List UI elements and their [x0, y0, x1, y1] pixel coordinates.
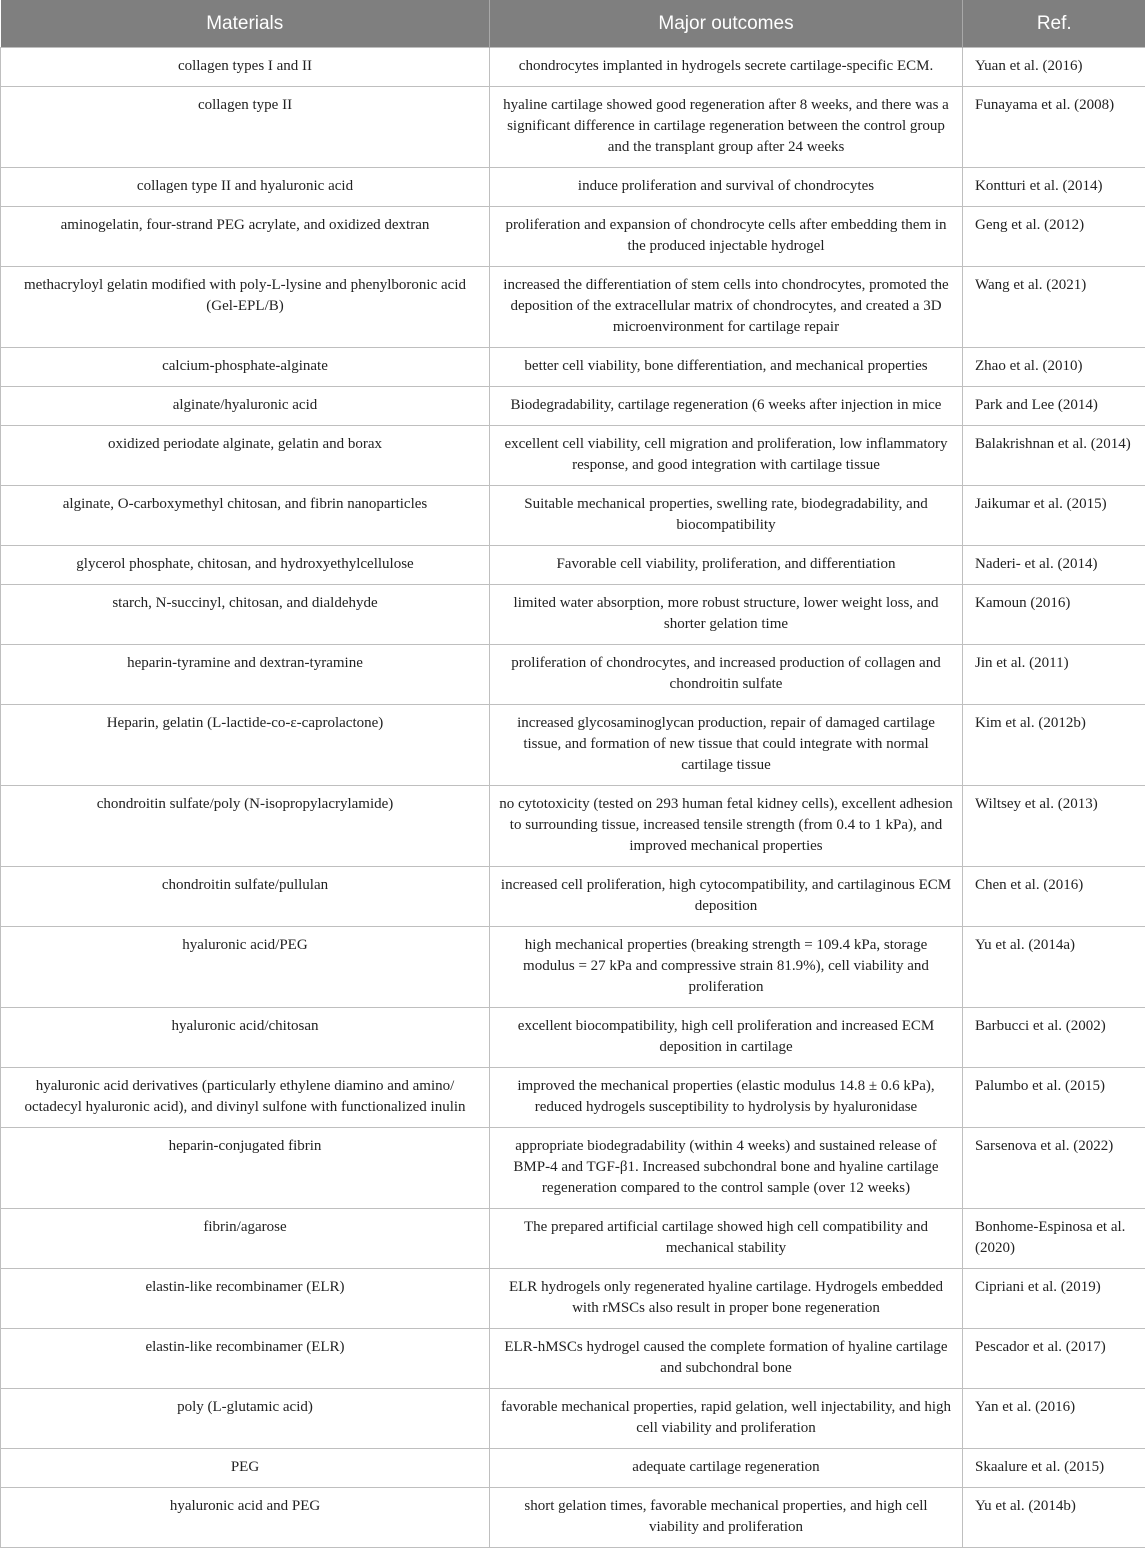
table-row [1, 168, 1145, 207]
ref-cell: Park and Lee (2014) [963, 387, 1145, 426]
table-row [1, 1068, 1145, 1128]
ref-cell: Balakrishnan et al. (2014) [963, 426, 1145, 486]
ref-cell: Palumbo et al. (2015) [963, 1068, 1145, 1128]
material-cell: alginate, O-carboxymethyl chitosan, and fibrin nanoparticles [1, 486, 490, 546]
outcome-cell: chondrocytes implanted in hydrogels secrete cartilage-specific ECM. [490, 48, 963, 87]
table-row [1, 87, 1145, 168]
material-cell: heparin-tyramine and dextran-tyramine [1, 645, 490, 705]
ref-cell: Naderi- et al. (2014) [963, 546, 1145, 585]
material-cell: elastin-like recombinamer (ELR) [1, 1329, 490, 1389]
table-row [1, 585, 1145, 645]
table-body [1, 48, 1145, 1548]
ref-cell: Bonhome-Espinosa et al. (2020) [963, 1209, 1145, 1269]
outcome-cell: limited water absorption, more robust structure, lower weight loss, and shorter gelation time [490, 585, 963, 645]
material-cell: hyaluronic acid/PEG [1, 927, 490, 1008]
header-ref: Ref. [963, 0, 1145, 48]
outcome-cell: proliferation and expansion of chondrocyte cells after embedding them in the produced injectable hydrogel [490, 207, 963, 267]
ref-cell: Skaalure et al. (2015) [963, 1449, 1145, 1488]
ref-cell: Yuan et al. (2016) [963, 48, 1145, 87]
outcome-cell: excellent biocompatibility, high cell proliferation and increased ECM deposition in cartilage [490, 1008, 963, 1068]
header-row [1, 0, 1145, 48]
ref-cell: Chen et al. (2016) [963, 867, 1145, 927]
material-cell: PEG [1, 1449, 490, 1488]
outcome-cell: increased glycosaminoglycan production, repair of damaged cartilage tissue, and formation of new tissue that could integrate with normal cartilage tissue [490, 705, 963, 786]
material-cell: starch, N-succinyl, chitosan, and dialdehyde [1, 585, 490, 645]
table-row [1, 705, 1145, 786]
material-cell: hyaluronic acid/chitosan [1, 1008, 490, 1068]
table-row [1, 387, 1145, 426]
table-row [1, 426, 1145, 486]
table-row [1, 927, 1145, 1008]
outcome-cell: appropriate biodegradability (within 4 weeks) and sustained release of BMP-4 and TGF-β1. Increased subchondral bone and hyaline cartilage regeneration compared to the control sample (over 12 weeks) [490, 1128, 963, 1209]
material-cell: collagen type II [1, 87, 490, 168]
ref-cell: Wang et al. (2021) [963, 267, 1145, 348]
ref-cell: Wiltsey et al. (2013) [963, 786, 1145, 867]
outcome-cell: ELR hydrogels only regenerated hyaline cartilage. Hydrogels embedded with rMSCs also result in proper bone regeneration [490, 1269, 963, 1329]
outcome-cell: induce proliferation and survival of chondrocytes [490, 168, 963, 207]
material-cell: aminogelatin, four-strand PEG acrylate, and oxidized dextran [1, 207, 490, 267]
outcome-cell: increased cell proliferation, high cytocompatibility, and cartilaginous ECM deposition [490, 867, 963, 927]
material-cell: fibrin/agarose [1, 1209, 490, 1269]
outcome-cell: Suitable mechanical properties, swelling rate, biodegradability, and biocompatibility [490, 486, 963, 546]
table-row [1, 1128, 1145, 1209]
material-cell: alginate/hyaluronic acid [1, 387, 490, 426]
ref-cell: Pescador et al. (2017) [963, 1329, 1145, 1389]
outcome-cell: better cell viability, bone differentiation, and mechanical properties [490, 348, 963, 387]
ref-cell: Barbucci et al. (2002) [963, 1008, 1145, 1068]
ref-cell: Funayama et al. (2008) [963, 87, 1145, 168]
header-major-outcomes: Major outcomes [490, 0, 963, 48]
table-row [1, 1209, 1145, 1269]
table-row [1, 207, 1145, 267]
material-cell: chondroitin sulfate/poly (N-isopropylacrylamide) [1, 786, 490, 867]
outcome-cell: favorable mechanical properties, rapid gelation, well injectability, and high cell viability and proliferation [490, 1389, 963, 1449]
outcome-cell: The prepared artificial cartilage showed high cell compatibility and mechanical stability [490, 1209, 963, 1269]
table-row [1, 48, 1145, 87]
outcome-cell: increased the differentiation of stem cells into chondrocytes, promoted the deposition of the extracellular matrix of chondrocytes, and created a 3D microenvironment for cartilage repair [490, 267, 963, 348]
ref-cell: Kamoun (2016) [963, 585, 1145, 645]
material-cell: chondroitin sulfate/pullulan [1, 867, 490, 927]
ref-cell: Cipriani et al. (2019) [963, 1269, 1145, 1329]
outcome-cell: proliferation of chondrocytes, and increased production of collagen and chondroitin sulfate [490, 645, 963, 705]
outcome-cell: ELR-hMSCs hydrogel caused the complete formation of hyaline cartilage and subchondral bone [490, 1329, 963, 1389]
ref-cell: Yu et al. (2014a) [963, 927, 1145, 1008]
table-row [1, 546, 1145, 585]
outcome-cell: adequate cartilage regeneration [490, 1449, 963, 1488]
table-header [1, 0, 1145, 48]
outcome-cell: short gelation times, favorable mechanical properties, and high cell viability and proliferation [490, 1488, 963, 1548]
outcome-cell: improved the mechanical properties (elastic modulus 14.8 ± 0.6 kPa), reduced hydrogels susceptibility to hydrolysis by hyaluronidase [490, 1068, 963, 1128]
material-cell: oxidized periodate alginate, gelatin and borax [1, 426, 490, 486]
material-cell: calcium-phosphate-alginate [1, 348, 490, 387]
ref-cell: Yu et al. (2014b) [963, 1488, 1145, 1548]
outcome-cell: Biodegradability, cartilage regeneration (6 weeks after injection in mice [490, 387, 963, 426]
material-cell: Heparin, gelatin (L-lactide-co-ε-caprolactone) [1, 705, 490, 786]
material-cell: heparin-conjugated fibrin [1, 1128, 490, 1209]
ref-cell: Sarsenova et al. (2022) [963, 1128, 1145, 1209]
ref-cell: Kontturi et al. (2014) [963, 168, 1145, 207]
ref-cell: Kim et al. (2012b) [963, 705, 1145, 786]
ref-cell: Geng et al. (2012) [963, 207, 1145, 267]
table-row [1, 1488, 1145, 1548]
material-cell: glycerol phosphate, chitosan, and hydroxyethylcellulose [1, 546, 490, 585]
ref-cell: Jaikumar et al. (2015) [963, 486, 1145, 546]
material-cell: poly (L-glutamic acid) [1, 1389, 490, 1449]
table-row [1, 1329, 1145, 1389]
ref-cell: Jin et al. (2011) [963, 645, 1145, 705]
table-row [1, 1269, 1145, 1329]
material-cell: collagen type II and hyaluronic acid [1, 168, 490, 207]
ref-cell: Zhao et al. (2010) [963, 348, 1145, 387]
outcome-cell: Favorable cell viability, proliferation, and differentiation [490, 546, 963, 585]
material-cell: methacryloyl gelatin modified with poly-L-lysine and phenylboronic acid (Gel-EPL/B) [1, 267, 490, 348]
outcome-cell: excellent cell viability, cell migration and proliferation, low inflammatory response, and good integration with cartilage tissue [490, 426, 963, 486]
table-row [1, 267, 1145, 348]
material-cell: elastin-like recombinamer (ELR) [1, 1269, 490, 1329]
material-cell: collagen types I and II [1, 48, 490, 87]
table-row [1, 1449, 1145, 1488]
table-row [1, 1389, 1145, 1449]
table-row [1, 786, 1145, 867]
material-cell: hyaluronic acid derivatives (particularly ethylene diamino and amino/ octadecyl hyaluronic acid), and divinyl sulfone with functionalized inulin [1, 1068, 490, 1128]
table-row [1, 867, 1145, 927]
outcome-cell: no cytotoxicity (tested on 293 human fetal kidney cells), excellent adhesion to surrounding tissue, increased tensile strength (from 0.4 to 1 kPa), and improved mechanical properties [490, 786, 963, 867]
outcome-cell: high mechanical properties (breaking strength = 109.4 kPa, storage modulus = 27 kPa and compressive strain 81.9%), cell viability and proliferation [490, 927, 963, 1008]
table-row [1, 348, 1145, 387]
outcome-cell: hyaline cartilage showed good regeneration after 8 weeks, and there was a significant difference in cartilage regeneration between the control group and the transplant group after 24 weeks [490, 87, 963, 168]
ref-cell: Yan et al. (2016) [963, 1389, 1145, 1449]
table-row [1, 486, 1145, 546]
header-materials: Materials [1, 0, 490, 48]
material-cell: hyaluronic acid and PEG [1, 1488, 490, 1548]
table-row [1, 645, 1145, 705]
table-row [1, 1008, 1145, 1068]
